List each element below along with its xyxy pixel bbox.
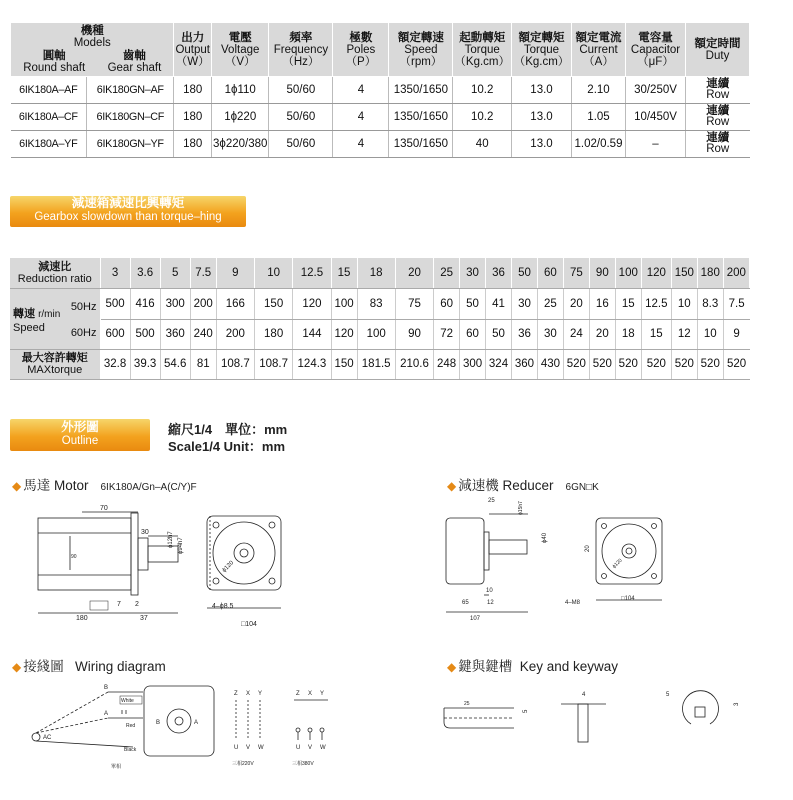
spec-cell-output: 180 — [174, 77, 212, 104]
svg-text:Black: Black — [124, 747, 137, 753]
svg-text:AC: AC — [43, 735, 52, 741]
spec-cell-gear: 6IK180GN–AF — [87, 77, 174, 104]
spec-row — [11, 131, 750, 158]
spec-cell-speed: 1350/1650 — [389, 77, 453, 104]
svg-text:三相220V: 三相220V — [232, 761, 254, 767]
ratio-cell: 36 — [486, 258, 512, 288]
speed-60hz-cell: 15 — [641, 319, 671, 349]
spec-cell-poles: 4 — [333, 131, 389, 158]
spec-cell-capacitor: 30/250V — [626, 77, 686, 104]
speed-60hz-cell: 9 — [723, 319, 749, 349]
wiring-title-en: Wiring diagram — [75, 659, 166, 674]
max-torque-cell: 324 — [486, 349, 512, 379]
key-title-en: Key and keyway — [519, 659, 619, 674]
speed-60hz-cell: 60 — [460, 319, 486, 349]
speed-50hz-cell: 120 — [293, 288, 331, 319]
speed-60hz-row — [10, 319, 750, 349]
ratio-cell: 100 — [615, 258, 641, 288]
speed-50hz-row — [10, 288, 750, 319]
svg-text:ϕ94h7: ϕ94h7 — [178, 537, 184, 554]
max-torque-cell: 360 — [511, 349, 537, 379]
svg-text:2: 2 — [135, 601, 139, 608]
svg-text:A: A — [194, 720, 199, 726]
ratio-cell: 90 — [589, 258, 615, 288]
spec-row — [11, 77, 750, 104]
svg-text:W: W — [320, 745, 326, 751]
svg-text:三相380V: 三相380V — [292, 761, 314, 767]
svg-text:Z: Z — [296, 691, 300, 697]
speed-60hz-cell: 200 — [216, 319, 254, 349]
speed-60hz-cell: 12 — [671, 319, 697, 349]
ratio-cell: 120 — [641, 258, 671, 288]
spec-cell-capacitor: 10/450V — [626, 104, 686, 131]
spec-cell-current: 1.02/0.59 — [572, 131, 626, 158]
wiring-title-zh: 接綫圖 — [23, 659, 64, 674]
diamond-icon: ◆ — [447, 479, 457, 493]
spec-cell-current: 2.10 — [572, 77, 626, 104]
spec-cell-capacitor: – — [626, 131, 686, 158]
max-torque-cell: 210.6 — [395, 349, 433, 379]
speed-60hz-cell: 120 — [331, 319, 357, 349]
svg-text:70: 70 — [100, 505, 108, 512]
poles-header: 極數 Poles （P） — [333, 23, 389, 77]
svg-text:37: 37 — [140, 615, 148, 622]
spec-cell-round: 6IK180A–YF — [11, 131, 87, 158]
voltage-header: 電壓 Voltage （V） — [212, 23, 269, 77]
speed-60hz-cell: 240 — [190, 319, 216, 349]
max-torque-cell: 520 — [615, 349, 641, 379]
speed-60hz-cell: 100 — [357, 319, 395, 349]
round-shaft-en: Round shaft — [23, 62, 86, 74]
frequency-header: 頻率 Frequency （Hz） — [269, 23, 333, 77]
svg-text:3: 3 — [734, 702, 740, 706]
spec-cell-gear: 6IK180GN–CF — [87, 104, 174, 131]
svg-text:7: 7 — [117, 601, 121, 608]
current-header: 額定電流 Current （A） — [572, 23, 626, 77]
max-torque-cell: 39.3 — [130, 349, 160, 379]
motor-model: 6IK180A/Gn–A(C/Y)F — [100, 482, 197, 493]
models-zh: 機種 — [80, 25, 104, 37]
svg-text:90: 90 — [71, 554, 77, 560]
speed-60hz-cell: 20 — [589, 319, 615, 349]
ratio-cell: 9 — [216, 258, 254, 288]
speed-60hz-cell: 50 — [486, 319, 512, 349]
ratio-cell: 180 — [697, 258, 723, 288]
speed-label: 轉速 r/min Speed 50Hz 60Hz — [10, 288, 100, 349]
speed-50hz-cell: 416 — [130, 288, 160, 319]
wiring-heading — [12, 655, 166, 675]
ratio-table — [10, 258, 750, 380]
max-torque-cell: 81 — [190, 349, 216, 379]
key-drawing — [436, 684, 756, 754]
gear-shaft-en: Gear shaft — [107, 62, 162, 74]
spec-cell-start-torque: 10.2 — [453, 104, 512, 131]
svg-text:Red: Red — [126, 723, 136, 729]
spec-cell-start-torque: 10.2 — [453, 77, 512, 104]
speed-50hz-cell: 15 — [615, 288, 641, 319]
rated-torque-header: 額定轉矩 Torque （Kg.cm） — [512, 23, 572, 77]
motor-heading — [12, 474, 197, 494]
speed-50hz-cell: 8.3 — [697, 288, 723, 319]
svg-text:30: 30 — [141, 529, 149, 536]
max-torque-cell: 520 — [697, 349, 723, 379]
models-header — [11, 23, 174, 77]
ratio-cell: 150 — [671, 258, 697, 288]
ratio-cell: 20 — [395, 258, 433, 288]
ratio-cell: 60 — [537, 258, 563, 288]
gearbox-banner-zh: 減速箱減速比興轉矩 — [71, 196, 185, 210]
speed-60hz-cell: 72 — [434, 319, 460, 349]
reducer-drawing — [440, 494, 680, 628]
max-torque-label: 最大容許轉矩 MAXtorque — [10, 349, 100, 379]
svg-text:U: U — [296, 745, 301, 751]
svg-text:V: V — [246, 745, 251, 751]
speed-header: 額定轉速 Speed （rpm） — [389, 23, 453, 77]
svg-text:ϕ40: ϕ40 — [542, 532, 548, 543]
speed-50hz-cell: 20 — [563, 288, 589, 319]
output-header: 出力 Output （W） — [174, 23, 212, 77]
speed-50hz-cell: 83 — [357, 288, 395, 319]
spec-cell-rated-torque: 13.0 — [512, 104, 572, 131]
spec-cell-frequency: 50/60 — [269, 131, 333, 158]
gearbox-banner — [10, 196, 246, 227]
spec-cell-round: 6IK180A–AF — [11, 77, 87, 104]
wiring-drawing — [28, 684, 348, 784]
svg-text:25: 25 — [488, 498, 495, 504]
spec-table-body — [11, 77, 750, 158]
svg-text:Z: Z — [234, 691, 238, 697]
ratio-label: 減速比 Reduction ratio — [10, 258, 100, 288]
spec-cell-frequency: 50/60 — [269, 104, 333, 131]
speed-50hz-cell: 166 — [216, 288, 254, 319]
svg-text:White: White — [121, 698, 134, 704]
svg-text:Y: Y — [320, 691, 325, 697]
ratio-cell: 7.5 — [190, 258, 216, 288]
svg-text:12: 12 — [487, 600, 494, 606]
svg-text:A: A — [104, 711, 109, 717]
max-torque-cell: 520 — [641, 349, 671, 379]
svg-text:V: V — [308, 745, 313, 751]
wiring-motor-front — [144, 686, 214, 756]
svg-text:ϕ120: ϕ120 — [611, 557, 624, 570]
speed-50hz-cell: 100 — [331, 288, 357, 319]
max-torque-cell: 520 — [563, 349, 589, 379]
speed-60hz-cell: 36 — [511, 319, 537, 349]
max-torque-cell: 108.7 — [254, 349, 292, 379]
max-torque-cell: 248 — [434, 349, 460, 379]
ratio-header-row — [10, 258, 750, 288]
spec-cell-rated-torque: 13.0 — [512, 131, 572, 158]
outline-banner — [10, 419, 150, 451]
spec-cell-duty: 連續 Row — [686, 77, 750, 104]
speed-50hz-cell: 75 — [395, 288, 433, 319]
outline-banner-zh: 外形圖 — [61, 420, 99, 434]
speed-50hz-cell: 150 — [254, 288, 292, 319]
max-torque-cell: 300 — [460, 349, 486, 379]
gear-shaft-header — [108, 50, 162, 74]
svg-text:ϕ120: ϕ120 — [221, 560, 236, 574]
svg-text:□104: □104 — [241, 621, 257, 628]
spec-cell-voltage: 1ϕ220 — [212, 104, 269, 131]
round-shaft-zh: 圓軸 — [42, 50, 66, 62]
max-torque-cell: 520 — [671, 349, 697, 379]
svg-text:單相: 單相 — [111, 764, 122, 770]
start-torque-header: 起動轉矩 Torque （Kg.cm） — [453, 23, 512, 77]
scale-line-zh: 縮尺1/4 單位：mm — [168, 422, 288, 437]
ratio-cell: 12.5 — [293, 258, 331, 288]
spec-cell-duty: 連續 Row — [686, 104, 750, 131]
diamond-icon: ◆ — [12, 479, 22, 493]
speed-50hz-cell: 30 — [511, 288, 537, 319]
reducer-shaft — [489, 540, 527, 554]
svg-text:4–ϕ8.5: 4–ϕ8.5 — [212, 603, 234, 610]
spec-cell-poles: 4 — [333, 104, 389, 131]
spec-cell-speed: 1350/1650 — [389, 104, 453, 131]
ratio-cell: 10 — [254, 258, 292, 288]
speed-50hz-cell: 60 — [434, 288, 460, 319]
svg-text:25: 25 — [464, 701, 470, 707]
speed-50hz-cell: 50 — [460, 288, 486, 319]
motor-body — [38, 518, 131, 590]
max-torque-cell: 520 — [589, 349, 615, 379]
spec-cell-gear: 6IK180GN–YF — [87, 131, 174, 158]
max-torque-cell: 54.6 — [160, 349, 190, 379]
spec-cell-poles: 4 — [333, 77, 389, 104]
speed-60hz-cell: 90 — [395, 319, 433, 349]
speed-50hz-cell: 10 — [671, 288, 697, 319]
spec-cell-start-torque: 40 — [453, 131, 512, 158]
speed-60hz-cell: 180 — [254, 319, 292, 349]
speed-50hz-cell: 7.5 — [723, 288, 749, 319]
svg-text:ϕ12h7: ϕ12h7 — [168, 531, 174, 548]
gearbox-banner-en: Gearbox slowdown than torque–hing — [34, 211, 222, 223]
round-shaft-header — [23, 50, 85, 74]
max-torque-cell: 108.7 — [216, 349, 254, 379]
speed-50hz-cell: 200 — [190, 288, 216, 319]
spec-row — [11, 104, 750, 131]
svg-text:U: U — [234, 745, 239, 751]
speed-50hz-cell: 25 — [537, 288, 563, 319]
speed-50hz-cell: 500 — [100, 288, 130, 319]
max-torque-cell: 520 — [723, 349, 749, 379]
motor-title: 馬達 Motor — [23, 478, 89, 493]
capacitor-header: 電容量 Capacitor （μF） — [626, 23, 686, 77]
svg-text:180: 180 — [76, 615, 88, 622]
max-torque-cell: 124.3 — [293, 349, 331, 379]
spec-cell-output: 180 — [174, 131, 212, 158]
svg-text:4: 4 — [582, 692, 586, 698]
gear-shaft-zh: 齒軸 — [122, 50, 146, 62]
svg-text:4–M8: 4–M8 — [565, 600, 581, 606]
key-heading — [447, 655, 618, 675]
speed-60hz-cell: 600 — [100, 319, 130, 349]
ratio-cell: 18 — [357, 258, 395, 288]
svg-text:B: B — [156, 720, 161, 726]
ratio-cell: 50 — [511, 258, 537, 288]
ratio-cell: 3.6 — [130, 258, 160, 288]
speed-50hz-cell: 12.5 — [641, 288, 671, 319]
spec-cell-rated-torque: 13.0 — [512, 77, 572, 104]
ratio-cell: 30 — [460, 258, 486, 288]
scale-note — [168, 421, 287, 455]
outline-banner-en: Outline — [61, 435, 99, 447]
speed-50hz-cell: 16 — [589, 288, 615, 319]
ratio-cell: 5 — [160, 258, 190, 288]
spec-cell-speed: 1350/1650 — [389, 131, 453, 158]
speed-50hz-cell: 41 — [486, 288, 512, 319]
max-torque-cell: 181.5 — [357, 349, 395, 379]
max-torque-cell: 430 — [537, 349, 563, 379]
ac-source-icon — [32, 733, 40, 741]
diamond-icon: ◆ — [447, 660, 457, 674]
svg-text:20: 20 — [585, 545, 591, 552]
spec-cell-output: 180 — [174, 104, 212, 131]
speed-60hz-cell: 30 — [537, 319, 563, 349]
svg-text:W: W — [258, 745, 264, 751]
reducer-model: 6GN□K — [565, 482, 599, 493]
key-profile — [578, 704, 588, 742]
svg-text:X: X — [308, 691, 313, 697]
reducer-title: 減速機 Reducer — [458, 478, 554, 493]
max-torque-row — [10, 349, 750, 379]
speed-60hz-cell: 10 — [697, 319, 723, 349]
max-torque-cell: 150 — [331, 349, 357, 379]
duty-header: 額定時間 Duty — [686, 23, 750, 77]
models-en: Models — [73, 37, 111, 49]
spec-cell-current: 1.05 — [572, 104, 626, 131]
spec-cell-duty: 連續 Row — [686, 131, 750, 158]
reducer-body — [446, 518, 484, 584]
svg-text:ϕ15h7: ϕ15h7 — [518, 501, 524, 515]
spec-table — [10, 22, 750, 158]
scale-line-en: Scale1/4 Unit：mm — [168, 439, 286, 454]
ratio-cell: 75 — [563, 258, 589, 288]
speed-60hz-cell: 144 — [293, 319, 331, 349]
max-torque-cell: 32.8 — [100, 349, 130, 379]
ratio-cell: 25 — [434, 258, 460, 288]
svg-text:B: B — [104, 685, 109, 691]
ratio-cell: 200 — [723, 258, 749, 288]
reducer-heading — [447, 474, 599, 494]
speed-60hz-cell: 500 — [130, 319, 160, 349]
svg-text:Y: Y — [258, 691, 263, 697]
svg-text:107: 107 — [470, 616, 481, 622]
speed-60hz-cell: 18 — [615, 319, 641, 349]
diamond-icon: ◆ — [12, 660, 22, 674]
ratio-cell: 3 — [100, 258, 130, 288]
spec-cell-voltage: 3ϕ220/380 — [212, 131, 269, 158]
ratio-cell: 15 — [331, 258, 357, 288]
svg-text:5: 5 — [666, 692, 670, 698]
key-title-zh: 鍵與鍵槽 — [458, 659, 513, 674]
motor-flange — [131, 513, 138, 595]
svg-text:□104: □104 — [621, 596, 635, 602]
svg-text:X: X — [246, 691, 251, 697]
spec-cell-voltage: 1ϕ110 — [212, 77, 269, 104]
spec-cell-round: 6IK180A–CF — [11, 104, 87, 131]
speed-60hz-cell: 24 — [563, 319, 589, 349]
speed-60hz-cell: 360 — [160, 319, 190, 349]
spec-cell-frequency: 50/60 — [269, 77, 333, 104]
svg-text:65: 65 — [462, 600, 469, 606]
svg-text:5: 5 — [523, 709, 529, 713]
speed-50hz-cell: 300 — [160, 288, 190, 319]
svg-text:10: 10 — [486, 588, 493, 594]
motor-drawing — [20, 498, 300, 632]
